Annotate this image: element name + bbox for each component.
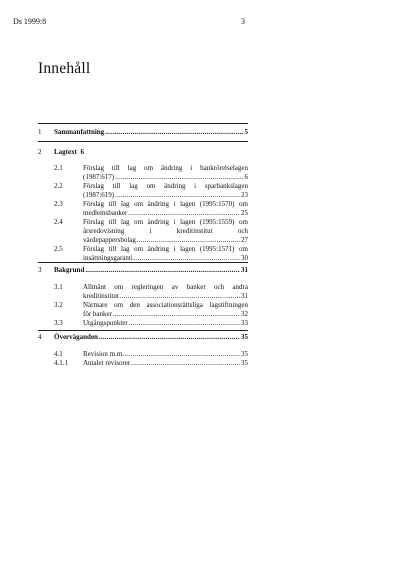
toc-word: kreditinstitut [176,227,213,235]
toc-number: 2.2 [54,182,63,190]
toc-leader [115,173,243,182]
toc-leader [120,292,240,301]
toc-title-line: Allmänt om regleringen av banker och andra [83,283,248,291]
toc-number: 3 [38,266,42,274]
toc-divider [38,262,248,263]
toc-number: 4 [38,333,42,341]
toc-leader [137,236,240,245]
toc-leader [125,350,240,359]
toc-leader [85,266,240,275]
toc-page: 32 [241,310,248,318]
toc-title-line: Förslag till lag om ändring i sparbankslagen [83,182,248,190]
toc-number: 2.4 [54,218,63,226]
toc-page: 33 [241,319,248,327]
toc-number: 1 [38,128,42,136]
toc-page: 25 [241,209,248,217]
toc-leader [99,333,240,342]
toc-title: Antalet revisorer [83,359,131,367]
toc-divider [38,141,248,142]
toc-title-line: värdepappersbolag [83,236,136,244]
toc-title: Överväganden [54,333,98,341]
toc-number: 4.1.1 [54,359,68,367]
toc-leader [129,319,240,328]
toc-number: 2 [38,148,42,156]
toc-page: 6 [80,148,84,156]
toc-title-line: Närmare om den associationsrättsliga lagstiftningen [83,301,248,309]
toc-title-line: Förslag till lag om ändring i lagen (1995:1559) om [83,218,248,226]
toc-title: Utgångspunkter [83,319,128,327]
toc-title-line: (1987:617) [83,173,115,181]
toc-title-line [83,227,248,236]
toc-top-rule [38,123,248,124]
toc-number: 3.3 [54,319,63,327]
toc-title: Bakgrund [54,266,85,274]
toc-number: 2.1 [54,164,63,172]
toc-page: 35 [241,350,248,358]
toc-leader [128,209,240,218]
toc-title-line: Förslag till lag om ändring i lagen (1995:1570) om [83,200,248,208]
toc-word: och [237,227,248,235]
toc-title-line: Förslag till lag om ändring i lagen (1995:1571) om [83,245,248,253]
toc-title: Revision m.m. [83,350,125,358]
toc-number: 3.2 [54,301,63,309]
toc-page: 6 [244,173,248,181]
toc-page: 30 [241,254,248,262]
toc-leader [113,310,240,319]
toc-page: 31 [241,292,248,300]
toc-title-line: medlemsbanker [83,209,128,217]
toc-title-line: Förslag till lag om ändring i bankrörelselagen [83,164,248,172]
toc-title: Lagtext [54,148,77,156]
toc-page: 27 [241,236,248,244]
toc-leader [131,359,240,368]
page-title: Innehåll [38,60,91,77]
toc-page: 35 [241,359,248,367]
toc-page: 23 [241,191,248,199]
toc-page: 35 [241,333,248,341]
toc-leader [105,128,243,137]
toc-title: Sammanfattning [54,128,105,136]
page-number: 3 [241,17,245,26]
toc-page: 31 [241,266,248,274]
toc-word: i [149,227,152,235]
toc-number: 3.1 [54,283,63,291]
toc-leader [115,191,240,200]
toc-title-line: kreditinstitut [83,292,119,300]
toc-word: årsredovisning [83,227,125,235]
document-id: Ds 1999:8 [13,17,47,26]
toc-number: 4.1 [54,350,63,358]
toc-number: 2.5 [54,245,63,253]
toc-divider [38,330,248,331]
toc-title-line: för banker [83,310,112,318]
toc-title-line: (1987:619) [83,191,115,199]
toc-number: 2.3 [54,200,63,208]
toc-title-line: insättningsgaranti [83,254,133,262]
toc-page: 5 [244,128,248,136]
